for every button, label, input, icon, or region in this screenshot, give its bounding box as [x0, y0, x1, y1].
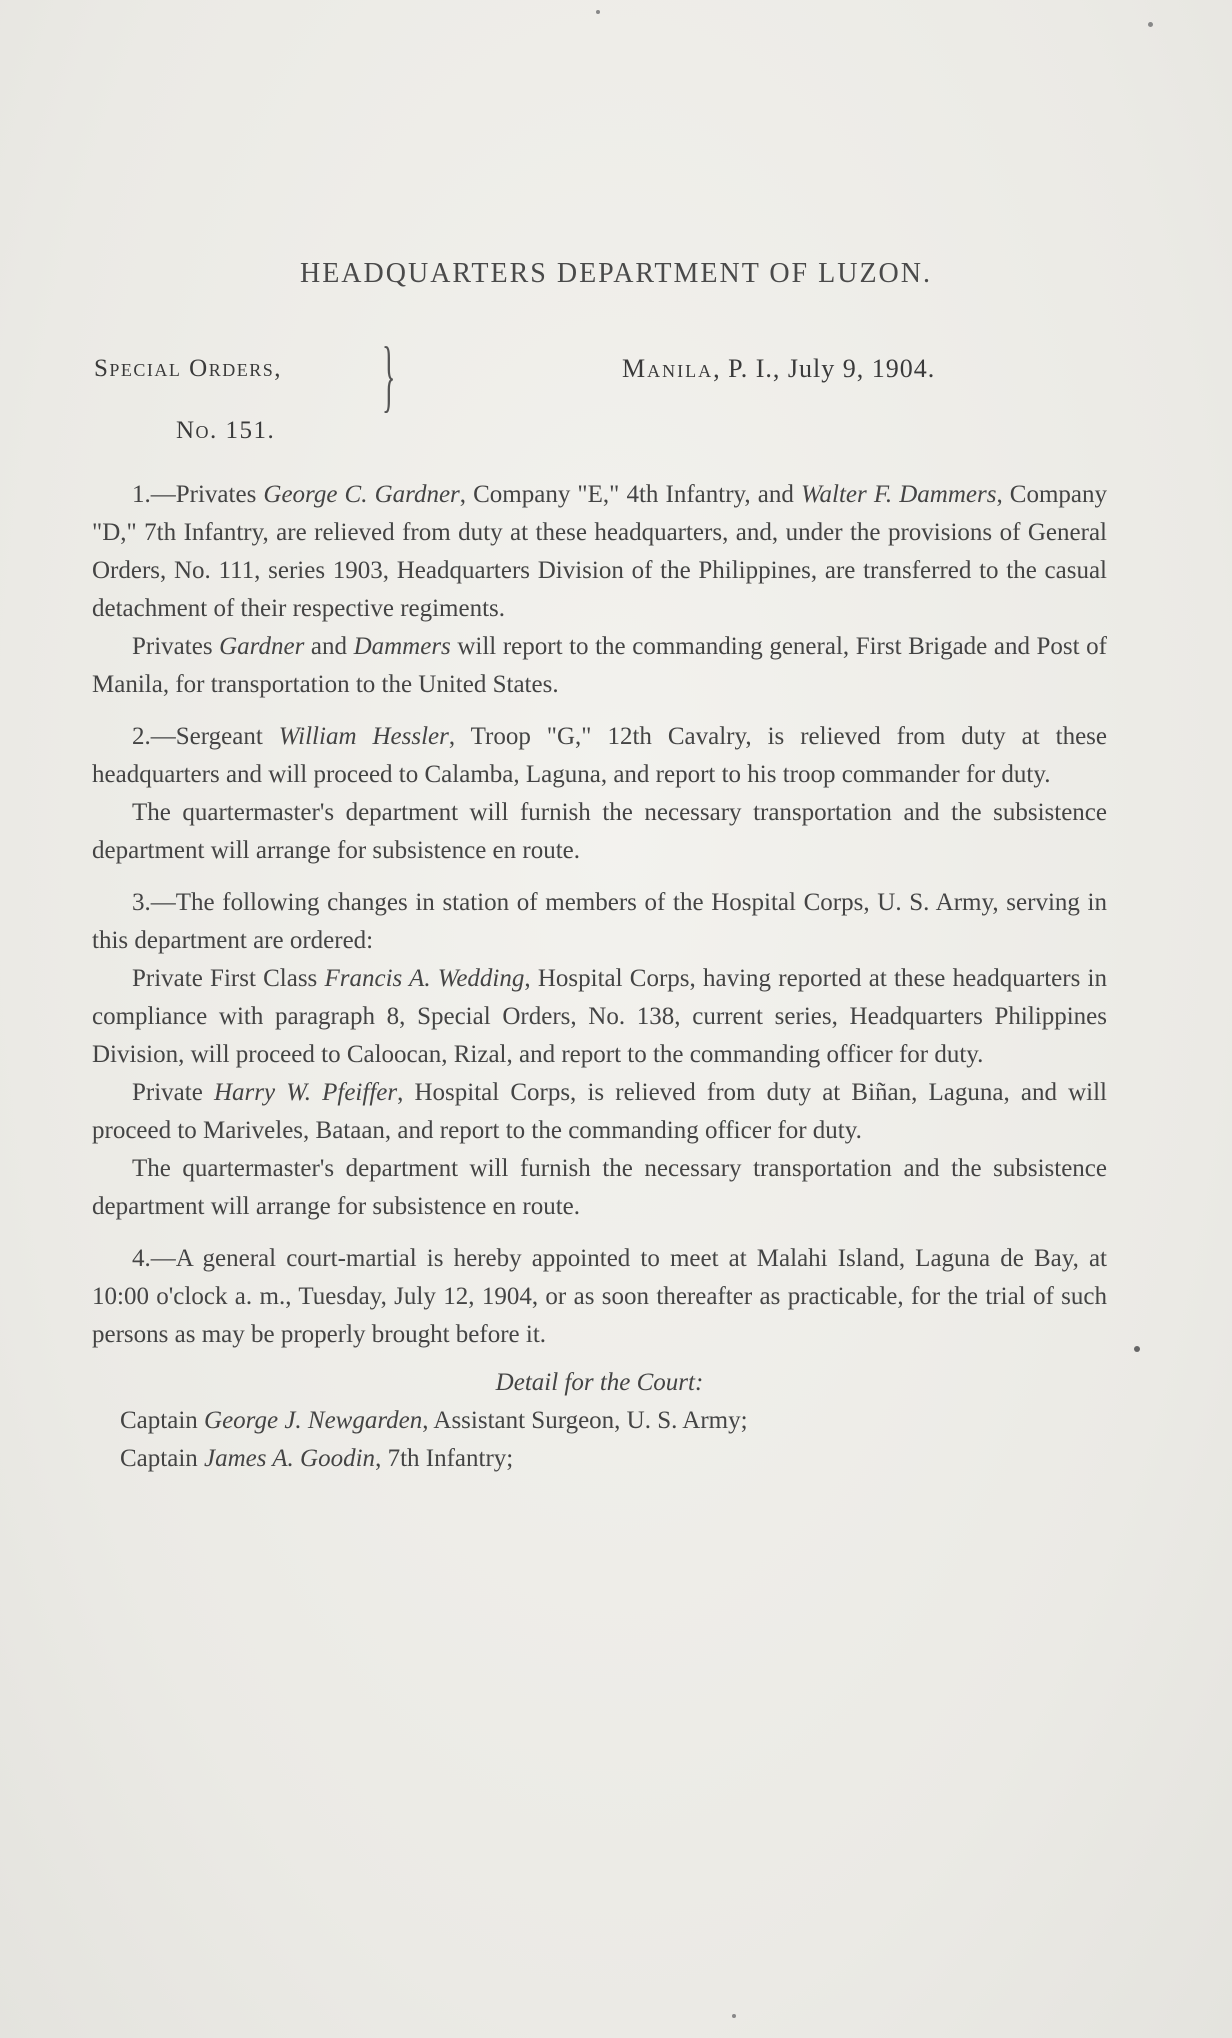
person-name: Gardner: [219, 633, 305, 660]
document-heading: HEADQUARTERS DEPARTMENT OF LUZON.: [299, 258, 932, 289]
person-name: Dammers: [353, 633, 451, 660]
paragraph-4: 4.—A general court-martial is hereby appointed to meet at Malahi Island, Laguna de Bay, at 10:00 o'clock a. m., Tuesday, July 12, 1904, or as soon thereafter as practicable, for the trial of such persons as may be properly brought before it.: [92, 1245, 1107, 1348]
person-name: Harry W. Pfeiffer: [213, 1079, 398, 1106]
court-member: [92, 1440, 1107, 1478]
text-run: Private: [132, 1079, 214, 1106]
text-run: will report to the commanding general, First Brigade and Post of Manila, for transportation to the United States.: [92, 633, 1107, 698]
text-run: Private First Class: [132, 965, 325, 992]
text-run: , Assistant Surgeon, U. S. Army;: [422, 1407, 748, 1434]
paragraph-1-continued: [92, 628, 1107, 704]
text-run: , Troop "G," 12th Cavalry, is relieved from duty at these headquarters and will proceed to Calamba, Laguna, and report to his troop commander for duty.: [92, 723, 1107, 788]
text-run: Captain: [120, 1445, 205, 1472]
person-name: George J. Newgarden: [204, 1407, 423, 1434]
orders-place-date: [622, 354, 935, 384]
person-name: Walter F. Dammers: [800, 481, 997, 508]
text-run: , Hospital Corps, is relieved from duty at Biñan, Laguna, and will proceed to Mariveles, Bataan, and report to the commanding officer for duty.: [92, 1079, 1107, 1144]
paragraph-2-continued: The quartermaster's department will furnish the necessary transportation and the subsistence department will arrange for subsistence en route.: [92, 799, 1107, 864]
person-name: Francis A. Wedding: [324, 965, 525, 992]
person-name: James A. Goodin: [204, 1445, 376, 1472]
orders-number: No. 151.: [176, 417, 276, 444]
place-date: , P. I., July 9, 1904.: [713, 354, 936, 383]
orders-designation: [94, 338, 282, 462]
paper-speck: [596, 10, 600, 14]
paragraph-1: [92, 476, 1107, 628]
place-name: Manila: [622, 354, 714, 383]
text-run: and: [304, 633, 354, 660]
text-run: , Company "D," 7th Infantry, are relieved from duty at these headquarters, and, under the provisions of General Orders, No. 111, series 1903, Headquarters Division of the Philippines, are transferred to the casual detachment of their respective regiments.: [92, 481, 1108, 622]
paragraph-3: 3.—The following changes in station of members of the Hospital Corps, U. S. Army, serving in this department are ordered:: [92, 889, 1107, 954]
text-run: 2.—Sergeant: [132, 723, 279, 750]
orders-label: Special Orders,: [94, 355, 282, 382]
court-detail-heading: Detail for the Court:: [495, 1369, 704, 1396]
paragraph-2: [92, 718, 1107, 794]
text-run: , Hospital Corps, having reported at these headquarters in compliance with paragraph 8, Special Orders, No. 138, current series, Headquarters Philippines Division, will proceed to Caloocan, Rizal, and report to the commanding officer for duty.: [92, 965, 1107, 1068]
court-member: [92, 1402, 1107, 1440]
paper-speck: [732, 2014, 736, 2018]
paragraph-3-transport: The quartermaster's department will furnish the necessary transportation and the subsistence department will arrange for subsistence en route.: [92, 1155, 1107, 1220]
text-run: 1.—Privates: [132, 481, 264, 508]
text-run: Privates: [132, 633, 220, 660]
brace-glyph: }: [382, 332, 396, 420]
paragraph-3-wedding: [92, 960, 1107, 1074]
person-name: George C. Gardner: [263, 481, 460, 508]
paper-speck: [1148, 22, 1153, 27]
orders-body: [92, 476, 1107, 1478]
paragraph-3-pfeiffer: [92, 1074, 1107, 1150]
text-run: , 7th Infantry;: [375, 1445, 514, 1472]
paper-speck: [1134, 1346, 1140, 1352]
text-run: , Company "E," 4th Infantry, and: [459, 481, 801, 508]
person-name: William Hessler: [278, 723, 449, 750]
text-run: Captain: [120, 1407, 205, 1434]
